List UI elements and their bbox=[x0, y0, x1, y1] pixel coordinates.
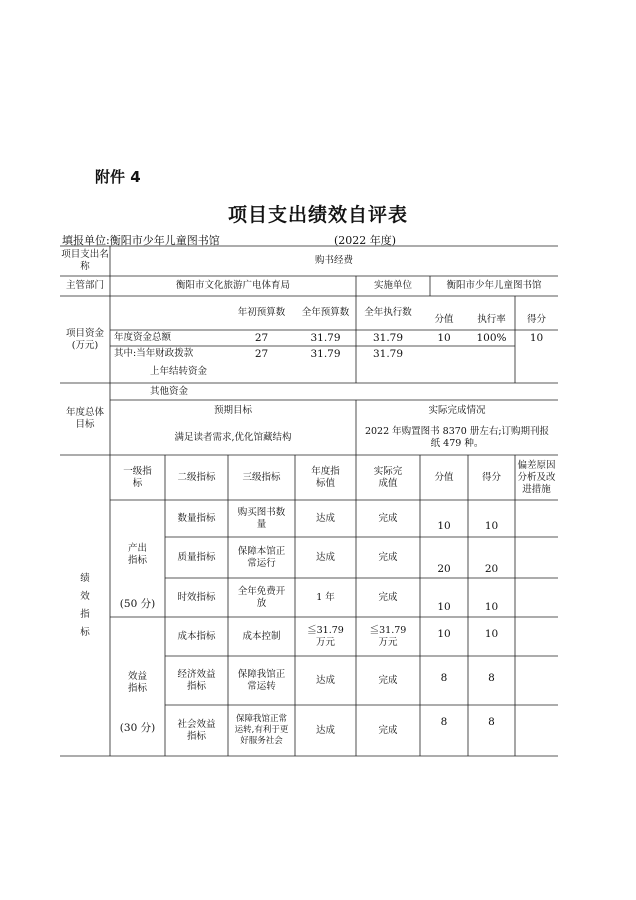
row-quantity-score: 10 bbox=[484, 520, 499, 532]
group-benefit-label: 效益指标 bbox=[127, 671, 147, 694]
row-cost-score: 10 bbox=[484, 628, 499, 640]
row-timeliness-actual: 完成 bbox=[378, 591, 398, 603]
row-quality-actual: 完成 bbox=[378, 551, 398, 563]
row-quantity-level2: 数量指标 bbox=[177, 512, 216, 524]
year-label: (2022 年度) bbox=[334, 234, 397, 247]
goals-actual-header: 实际完成情况 bbox=[428, 405, 486, 416]
funds-row-total-score: 10 bbox=[529, 332, 544, 344]
funds-row-fiscal-full: 31.79 bbox=[310, 348, 341, 360]
row-social-weight: 8 bbox=[440, 716, 448, 728]
row-economic-level2: 经济效益指标 bbox=[177, 668, 216, 692]
row-quality-weight: 20 bbox=[437, 563, 451, 575]
row-cost-weight: 10 bbox=[437, 628, 451, 640]
row-social-level2: 社会效益指标 bbox=[177, 718, 216, 742]
col-score-weight: 分值 bbox=[434, 314, 454, 325]
funds-row-total-full: 31.79 bbox=[310, 332, 341, 344]
row-economic-score: 8 bbox=[488, 672, 495, 684]
row-quantity-weight: 10 bbox=[437, 520, 451, 532]
group-output-label: 产出指标 bbox=[127, 543, 147, 566]
col-full-exec: 全年执行数 bbox=[364, 307, 412, 318]
col-full-budget: 全年预算数 bbox=[301, 307, 350, 318]
hdr-score: 得分 bbox=[481, 471, 501, 483]
unit-value: 衡阳市少年儿童图书馆 bbox=[109, 234, 220, 247]
goals-expected-text: 满足读者需求,优化馆藏结构 bbox=[174, 432, 292, 443]
funds-row-fiscal-label: 其中:当年财政拨款 bbox=[114, 348, 194, 359]
dept-value: 衡阳市文化旅游广电体育局 bbox=[175, 280, 290, 291]
col-annual-budget: 年初预算数 bbox=[237, 307, 286, 318]
hdr-reason: 偏差原因分析及改进措施 bbox=[517, 459, 556, 495]
row-timeliness-weight: 10 bbox=[437, 601, 451, 613]
attachment-label: 附件 4 bbox=[95, 168, 141, 186]
row-timeliness-score: 10 bbox=[484, 601, 499, 613]
project-name-label: 项目支出名称 bbox=[61, 249, 109, 272]
funds-row-fiscal-annual: 27 bbox=[254, 348, 269, 360]
row-economic-level3: 保障我馆正常运转 bbox=[237, 668, 286, 692]
hdr-level1: 一级指标 bbox=[123, 465, 152, 489]
funds-row-total-annual: 27 bbox=[254, 332, 269, 344]
goals-actual-text: 2022 年购置图书 8370 册左右;订购期刊报纸 479 种。 bbox=[364, 426, 550, 449]
impl-value: 衡阳市少年儿童图书馆 bbox=[446, 280, 542, 291]
indicators-section-label: 绩效指标 bbox=[80, 572, 90, 638]
impl-label: 实施单位 bbox=[373, 280, 412, 291]
dept-label: 主管部门 bbox=[65, 280, 104, 291]
row-social-score: 8 bbox=[488, 716, 495, 728]
hdr-actual: 实际完成值 bbox=[373, 465, 403, 489]
funds-row-fiscal-exec: 31.79 bbox=[372, 348, 404, 360]
row-timeliness-level3: 全年免费开放 bbox=[237, 585, 286, 609]
row-economic-target: 达成 bbox=[315, 674, 335, 686]
row-cost-level3: 成本控制 bbox=[242, 630, 281, 642]
funds-row-total-exec: 31.79 bbox=[372, 332, 404, 344]
row-quantity-level3: 购买图书数量 bbox=[237, 506, 286, 530]
row-cost-actual: ≦31.79 万元 bbox=[369, 624, 407, 648]
funds-row-total-weight: 10 bbox=[437, 332, 451, 344]
page-title: 项目支出绩效自评表 bbox=[227, 204, 408, 226]
row-social-level3: 保障我馆正常运转,有利于更好服务社会 bbox=[234, 714, 289, 746]
row-quality-level2: 质量指标 bbox=[177, 551, 216, 563]
hdr-target: 年度指标值 bbox=[311, 465, 340, 489]
row-quality-score: 20 bbox=[484, 563, 499, 575]
row-quality-target: 达成 bbox=[315, 551, 335, 563]
row-quality-level3: 保障本馆正常运行 bbox=[237, 545, 286, 569]
funds-row-carryover-label: 上年结转资金 bbox=[150, 366, 208, 377]
row-cost-target: ≦31.79 万元 bbox=[307, 624, 344, 648]
row-economic-weight: 8 bbox=[440, 672, 448, 684]
funds-row-other-label: 其他资金 bbox=[150, 386, 189, 397]
row-cost-level2: 成本指标 bbox=[177, 630, 216, 642]
row-timeliness-level2: 时效指标 bbox=[177, 591, 216, 603]
goals-label: 年度总体目标 bbox=[66, 407, 105, 430]
funds-label: 项目资金(万元) bbox=[65, 327, 104, 351]
group-benefit-points: (30 分) bbox=[119, 722, 156, 734]
unit-label: 填报单位: bbox=[62, 234, 110, 247]
hdr-level2: 二级指标 bbox=[177, 471, 216, 483]
row-quantity-target: 达成 bbox=[315, 512, 335, 524]
row-social-actual: 完成 bbox=[378, 724, 398, 736]
funds-row-total-label: 年度资金总额 bbox=[114, 332, 172, 343]
funds-row-total-rate: 100% bbox=[476, 332, 507, 344]
row-quantity-actual: 完成 bbox=[378, 512, 398, 524]
row-economic-actual: 完成 bbox=[378, 674, 398, 686]
goals-expected-header: 预期目标 bbox=[213, 405, 252, 416]
group-output-points: (50 分) bbox=[119, 598, 156, 610]
hdr-weight: 分值 bbox=[434, 471, 454, 483]
row-social-target: 达成 bbox=[315, 724, 335, 736]
col-exec-rate: 执行率 bbox=[477, 314, 506, 325]
project-name-value: 购书经费 bbox=[314, 255, 353, 266]
col-score: 得分 bbox=[526, 314, 546, 325]
row-timeliness-target: 1 年 bbox=[316, 591, 335, 603]
hdr-level3: 三级指标 bbox=[242, 471, 281, 483]
